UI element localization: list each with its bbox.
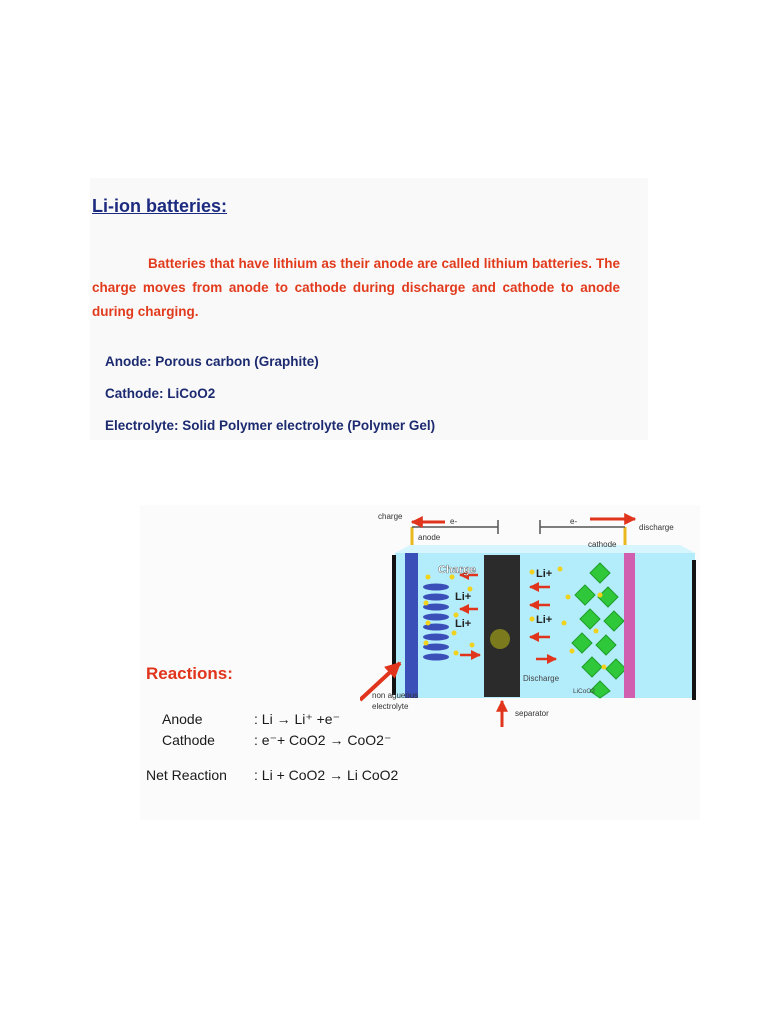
li-ion-cell-diagram	[360, 505, 705, 730]
charge-label: Charge	[438, 564, 476, 576]
reactions-title: Reactions:	[146, 664, 233, 683]
cathode-reaction-label: Cathode	[162, 732, 215, 748]
electrolyte-material: Electrolyte: Solid Polymer electrolyte (Polymer Gel)	[105, 418, 436, 433]
charge-text: charge	[378, 512, 403, 521]
page-title: Li-ion batteries:	[92, 196, 228, 216]
container-left-wall	[392, 555, 396, 695]
discharge-label: Discharge	[523, 674, 560, 683]
anode-electrode	[405, 553, 418, 698]
intro-line-2: The charge moves from anode to cathode during discharge and cathode to anode during charging.	[92, 256, 620, 319]
li-ion-label-4: Li+	[536, 614, 553, 626]
net-reaction-equation: : Li + CoO2 → Li CoO2	[254, 767, 399, 783]
intro-paragraph	[92, 252, 620, 324]
separator-membrane	[484, 555, 520, 697]
li-ion-label-2: Li+	[455, 618, 472, 630]
cathode-electrode	[624, 553, 635, 698]
discharge-top-text: discharge	[639, 523, 674, 532]
anode-text: anode	[418, 533, 441, 542]
net-reaction-label: Net Reaction	[146, 767, 227, 783]
li-ion-label-3: Li+	[536, 568, 553, 580]
cathode-material: Cathode: LiCoO2	[105, 386, 216, 401]
anode-reaction-label: Anode	[162, 711, 203, 727]
non-aqueous-text: non agueous	[372, 691, 419, 700]
electron-right-text: e-	[570, 517, 578, 526]
cursor-highlight	[490, 629, 510, 649]
electron-left-text: e-	[450, 517, 458, 526]
intro-line-1: Batteries that have lithium as their anode are called lithium batteries.	[148, 256, 592, 271]
electrolyte-text: electrolyte	[372, 702, 409, 711]
container-top	[395, 545, 695, 553]
cathode-reaction-equation: : e⁻+ CoO2 → CoO2⁻	[254, 732, 392, 748]
container-right-wall	[692, 560, 696, 700]
licoo2-label: LiCoO2	[573, 688, 596, 695]
cathode-text: cathode	[588, 540, 617, 549]
li-ion-label-1: Li+	[455, 591, 472, 603]
anode-reaction-equation: : Li → Li⁺ +e⁻	[254, 711, 340, 727]
separator-text: separator	[515, 709, 549, 718]
anode-material: Anode: Porous carbon (Graphite)	[105, 354, 319, 369]
